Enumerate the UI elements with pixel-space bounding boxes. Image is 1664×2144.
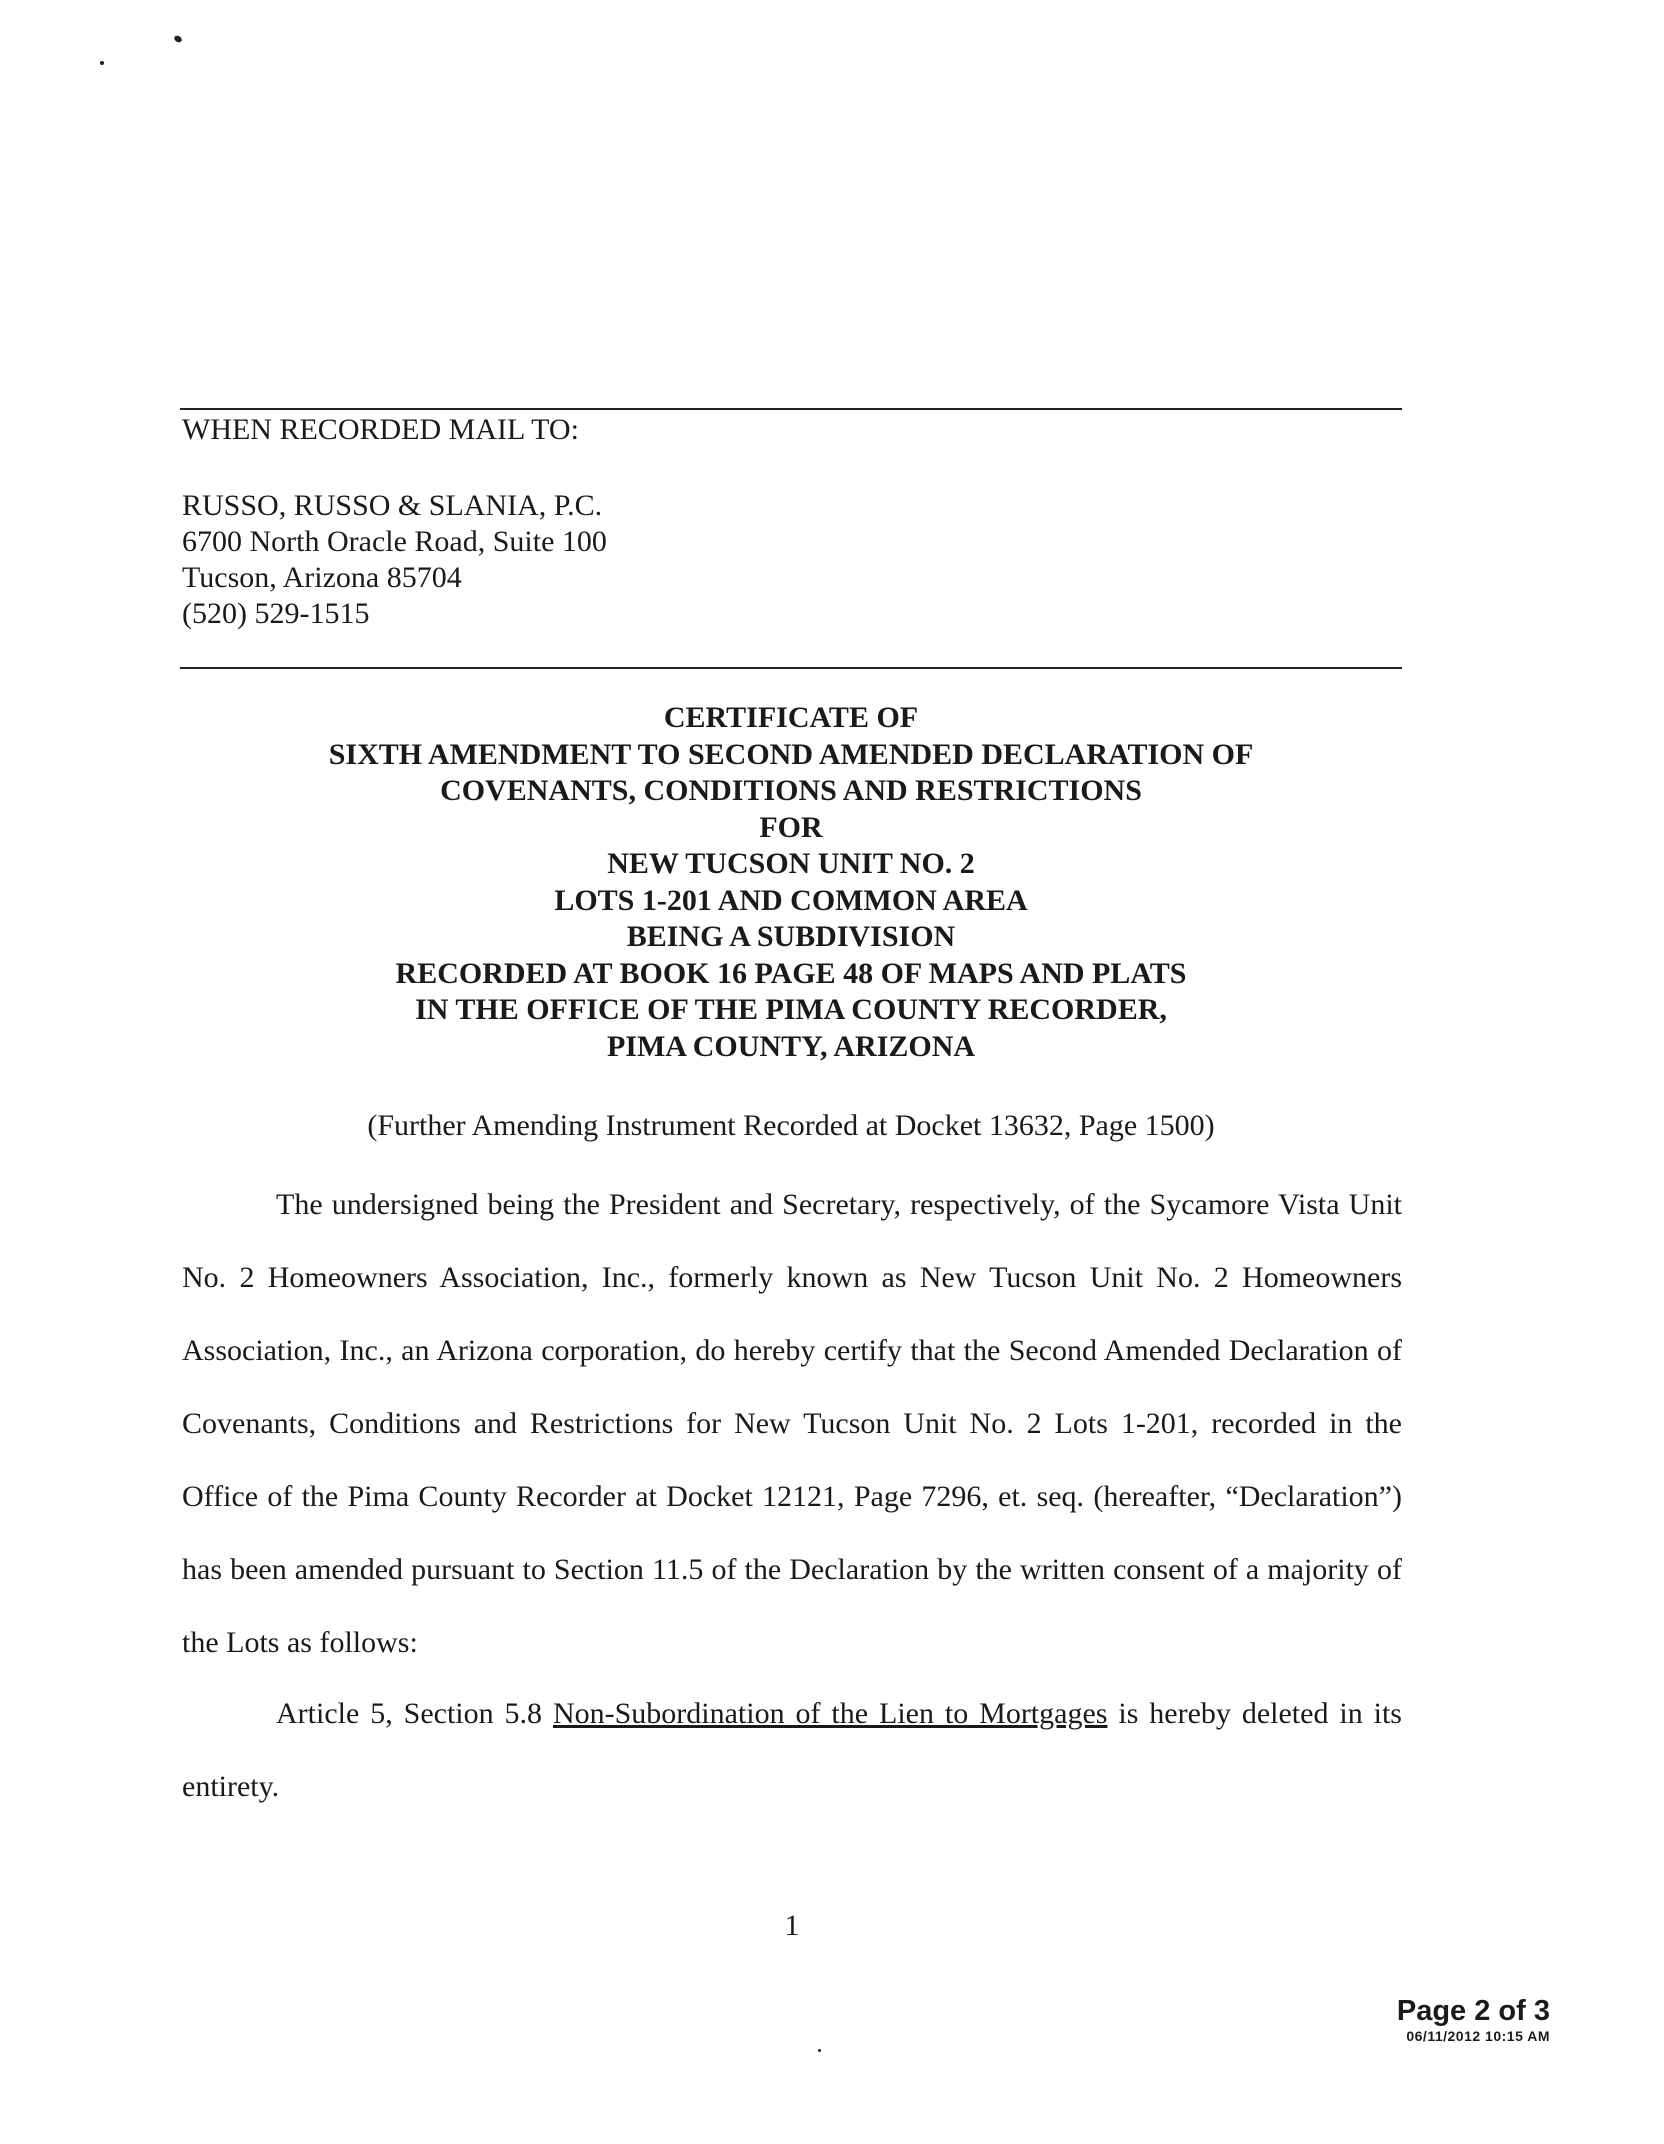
mailing-street: 6700 North Oracle Road, Suite 100 xyxy=(182,525,607,558)
bottom-divider xyxy=(180,667,1402,669)
title-line: BEING A SUBDIVISION xyxy=(626,920,956,953)
mail-to-heading: WHEN RECORDED MAIL TO: xyxy=(182,413,579,446)
title-line: COVENANTS, CONDITIONS AND RESTRICTIONS xyxy=(440,774,1142,807)
document-subtitle: (Further Amending Instrument Recorded at Docket 13632, Page 1500) xyxy=(367,1109,1215,1142)
title-line: RECORDED AT BOOK 16 PAGE 48 OF MAPS AND PLATS xyxy=(395,956,1187,990)
top-divider xyxy=(180,408,1402,410)
paragraph-2-prefix: Article 5, Section 5.8 xyxy=(276,1697,553,1730)
scan-speck-dot xyxy=(100,61,104,65)
mailing-city: Tucson, Arizona 85704 xyxy=(182,561,462,594)
mailing-address xyxy=(182,488,607,632)
page-number: 1 xyxy=(784,1909,800,1942)
document-title xyxy=(180,700,1402,1065)
title-line: CERTIFICATE OF xyxy=(663,701,919,734)
mailing-firm: RUSSO, RUSSO & SLANIA, P.C. xyxy=(182,489,603,522)
title-line: LOTS 1-201 AND COMMON AREA xyxy=(554,883,1028,917)
recorder-page: Page 2 of 3 xyxy=(1396,1995,1550,2027)
recorder-stamp xyxy=(1397,1995,1550,2045)
title-line: SIXTH AMENDMENT TO SECOND AMENDED DECLARATION OF xyxy=(328,737,1254,771)
title-line: IN THE OFFICE OF THE PIMA COUNTY RECORDER, xyxy=(415,993,1167,1026)
paragraph-2-suffix: is hereby deleted in its entirety. xyxy=(182,1697,1402,1803)
body-paragraph-2 xyxy=(182,1677,1402,1823)
recorder-timestamp: 06/11/2012 10:15 AM xyxy=(1406,2028,1550,2044)
title-line: PIMA COUNTY, ARIZONA xyxy=(606,1029,976,1063)
scan-speck-mark xyxy=(173,34,183,43)
title-line: NEW TUCSON UNIT NO. 2 xyxy=(607,847,975,880)
section-heading-underlined: Non-Subordination of the Lien to Mortgages xyxy=(552,1697,1108,1730)
title-line: FOR xyxy=(759,810,823,844)
mailing-phone: (520) 529-1515 xyxy=(182,597,370,630)
body-paragraph-1: The undersigned being the President and Secretary, respectively, of the Sycamore Vista Unit No. 2 Homeowners Association, Inc., formerly known as New Tucson Unit No. 2 Homeowners Association, Inc., an Arizona corporation, do hereby certify that the Second Amended Declaration of Covenants, Conditions and Restrictions for New Tucson Unit No. 2 Lots 1-201, recorded in the Office of the Pima County Recorder at Docket 12121, Page 7296, et. seq. (hereafter, “Declaration”) has been amended pursuant to Section 11.5 of the Declaration by the written consent of a majority of the Lots as follows: xyxy=(182,1188,1402,1659)
scan-speck-dot xyxy=(818,2049,821,2052)
